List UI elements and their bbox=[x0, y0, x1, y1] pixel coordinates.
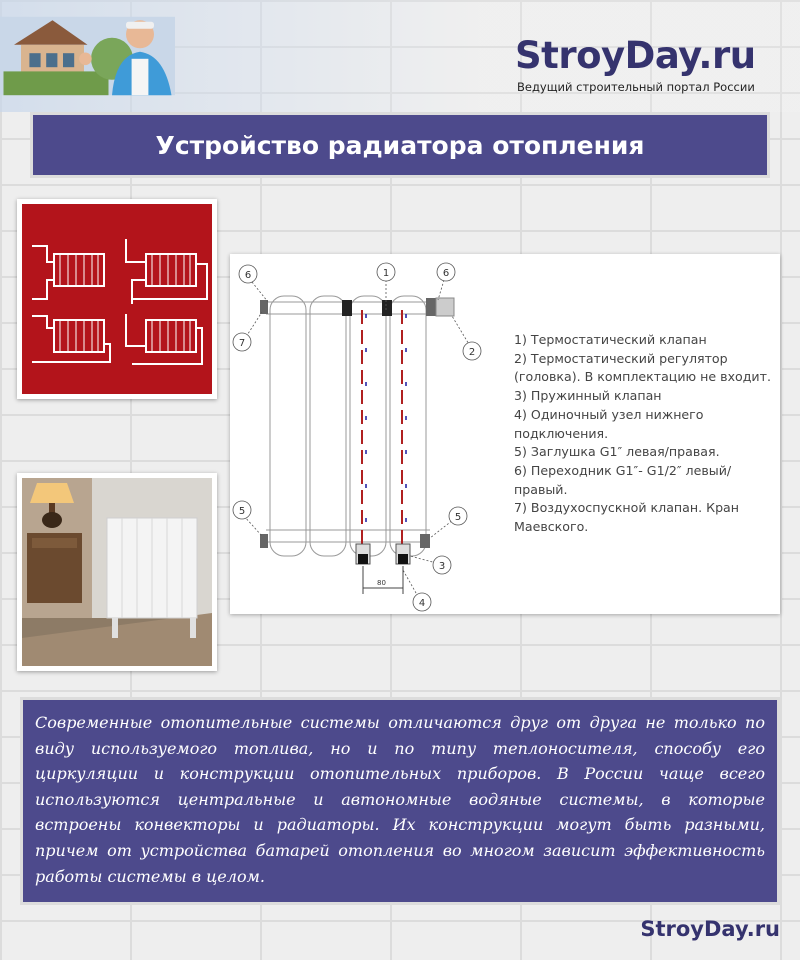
description-panel bbox=[20, 697, 780, 905]
dimension-label: 80 bbox=[377, 579, 386, 587]
header bbox=[0, 0, 800, 112]
legend-line: 6) Переходник G1″- G1/2″ левый/ bbox=[514, 462, 732, 478]
callout-4: 4 bbox=[418, 598, 426, 609]
legend-line: 4) Одиночный узел нижнего bbox=[514, 406, 704, 422]
callout-6b: 6 bbox=[442, 268, 450, 279]
legend-line: 3) Пружинный клапан bbox=[514, 388, 662, 404]
legend-line: правый. bbox=[514, 481, 568, 497]
legend-line: 2) Термостатический регулятор bbox=[514, 350, 728, 366]
callout-2: 2 bbox=[468, 347, 476, 358]
legend-line: подключения. bbox=[514, 425, 609, 441]
legend-line: (головка). В комплектацию не входит. bbox=[514, 369, 771, 385]
callout-1: 1 bbox=[382, 268, 390, 279]
callout-5b: 5 bbox=[454, 512, 462, 523]
legend-line: 7) Воздухоспускной клапан. Кран bbox=[514, 500, 740, 516]
page-title: Устройство радиатора отопления bbox=[155, 130, 645, 160]
footer-logo[interactable]: StroyDay.ru bbox=[640, 917, 780, 941]
connection-schemes-image bbox=[17, 199, 217, 399]
house-worker-illustration bbox=[0, 0, 175, 112]
description-text: Современные отопительные системы отличаются друг от друга не только по виду используемого топлива, но и по типу теплоносителя, способу его циркуляции и конструкции отопительных приборов. В России чаще всего используются центральные и автономные водяные системы, в которые встроены конвекторы и радиаторы. Их конструкции могут быть разными, причем от устройства батарей отопления во многом зависит эффективность работы системы в целом. bbox=[35, 713, 765, 886]
callout-5a: 5 bbox=[238, 506, 246, 517]
legend-line: 1) Термостатический клапан bbox=[514, 332, 707, 347]
callout-6a: 6 bbox=[244, 270, 252, 281]
title-banner bbox=[30, 112, 770, 178]
room-radiator-photo bbox=[17, 473, 217, 671]
legend-line: 5) Заглушка G1″ левая/правая. bbox=[514, 444, 720, 460]
diagram-legend bbox=[514, 331, 782, 537]
legend-line: Маевского. bbox=[514, 519, 589, 535]
callout-3: 3 bbox=[438, 561, 446, 572]
site-tagline: Ведущий строительный портал России bbox=[517, 80, 755, 94]
site-logo[interactable]: StroyDay.ru bbox=[515, 34, 756, 77]
callout-7: 7 bbox=[238, 338, 246, 349]
radiator-diagram bbox=[230, 254, 510, 614]
